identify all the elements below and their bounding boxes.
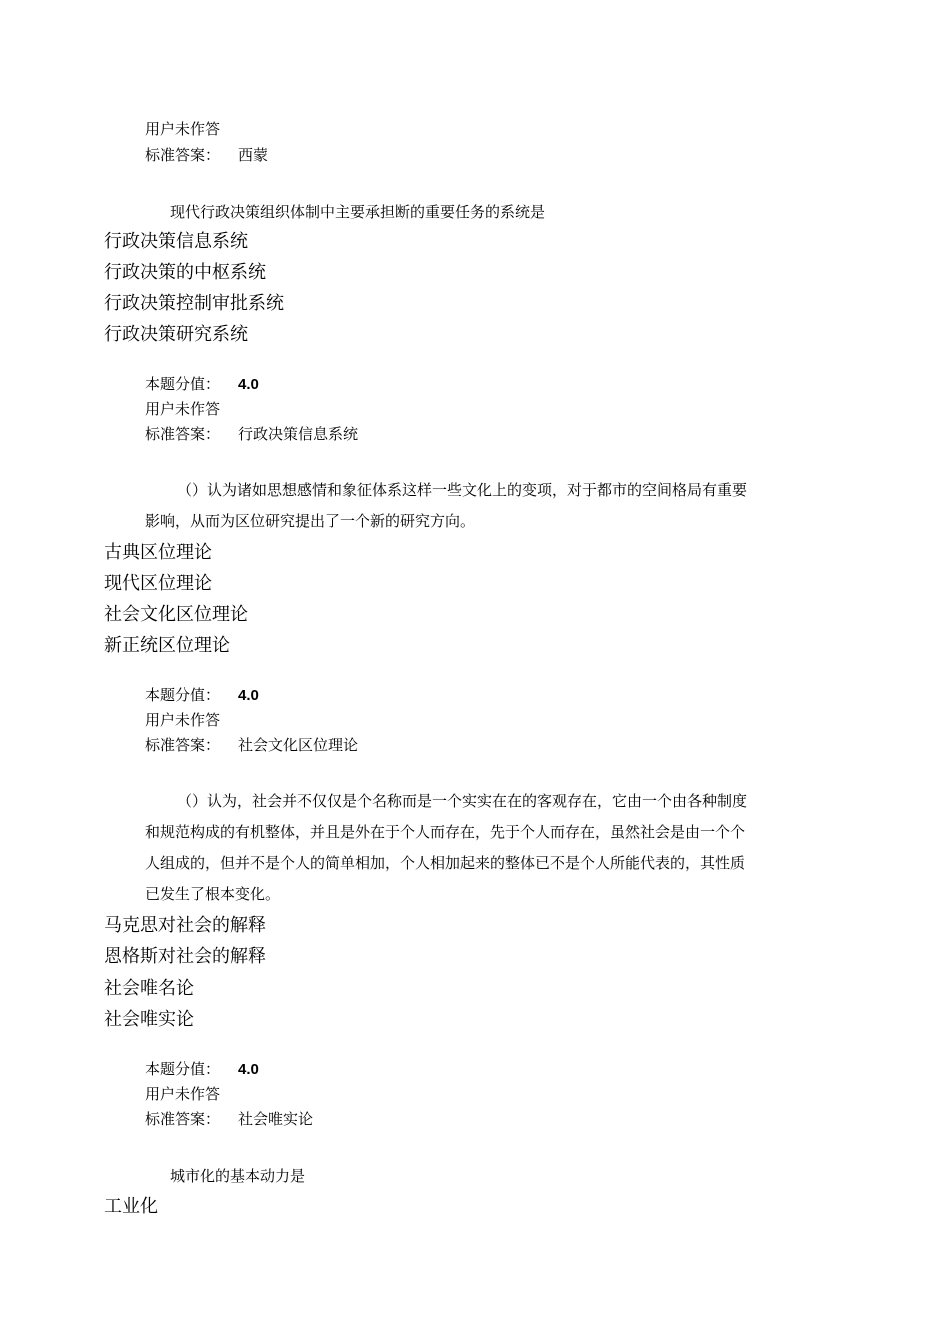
question-stem: [145, 475, 810, 537]
question-score: [145, 684, 259, 705]
question-stem-line: （）认为，社会并不仅仅是个名称而是一个实实在在的客观存在，它由一个由各种制度: [177, 792, 748, 810]
question-score: [145, 373, 259, 394]
unanswered-status: 用户未作答: [145, 1085, 221, 1103]
answer-value: 行政决策信息系统: [238, 425, 359, 443]
unanswered-status: 用户未作答: [145, 120, 221, 138]
option-d: 社会唯实论: [104, 1009, 194, 1030]
score-value: 4.0: [238, 376, 259, 393]
option-a: 行政决策信息系统: [104, 231, 248, 252]
option-b: 现代区位理论: [104, 573, 212, 594]
score-value: 4.0: [238, 1061, 259, 1078]
option-a: 马克思对社会的解释: [104, 915, 266, 936]
option-d: 新正统区位理论: [104, 635, 230, 656]
question-stem-line: 已发生了根本变化。: [145, 885, 281, 903]
standard-answer: [145, 144, 268, 165]
question-stem-line: 和规范构成的有机整体，并且是外在于个人而存在，先于个人而存在，虽然社会是由一个个: [145, 823, 746, 841]
score-label: 本题分值：: [145, 1060, 221, 1078]
option-c: 社会文化区位理论: [104, 604, 248, 625]
standard-answer: [145, 734, 358, 755]
answer-value: 社会唯实论: [238, 1110, 314, 1128]
question-stem-line: （）认为诸如思想感情和象征体系这样一些文化上的变项，对于都市的空间格局有重要: [177, 481, 748, 499]
answer-label: 标准答案：: [145, 736, 221, 754]
option-c: 行政决策控制审批系统: [104, 293, 284, 314]
option-a: 古典区位理论: [104, 542, 212, 563]
question-stem: 城市化的基本动力是: [170, 1167, 306, 1185]
standard-answer: [145, 1108, 313, 1129]
answer-label: 标准答案：: [145, 1110, 221, 1128]
question-score: [145, 1058, 259, 1079]
option-c: 社会唯名论: [104, 978, 194, 999]
question-stem-line: 人组成的，但并不是个人的简单相加，个人相加起来的整体已不是个人所能代表的，其性质: [145, 854, 746, 872]
score-label: 本题分值：: [145, 375, 221, 393]
answer-label: 标准答案：: [145, 146, 221, 164]
unanswered-status: 用户未作答: [145, 400, 221, 418]
standard-answer: [145, 423, 358, 444]
unanswered-status: 用户未作答: [145, 711, 221, 729]
answer-value: 社会文化区位理论: [238, 736, 359, 754]
score-value: 4.0: [238, 687, 259, 704]
option-b: 行政决策的中枢系统: [104, 262, 266, 283]
score-label: 本题分值：: [145, 686, 221, 704]
answer-label: 标准答案：: [145, 425, 221, 443]
question-stem: [145, 786, 810, 910]
option-a: 工业化: [104, 1196, 158, 1217]
question-stem-line: 影响，从而为区位研究提出了一个新的研究方向。: [145, 512, 476, 530]
option-b: 恩格斯对社会的解释: [104, 946, 266, 967]
question-stem: 现代行政决策组织体制中主要承担断的重要任务的系统是: [170, 203, 546, 221]
answer-value: 西蒙: [238, 146, 269, 164]
option-d: 行政决策研究系统: [104, 324, 248, 345]
